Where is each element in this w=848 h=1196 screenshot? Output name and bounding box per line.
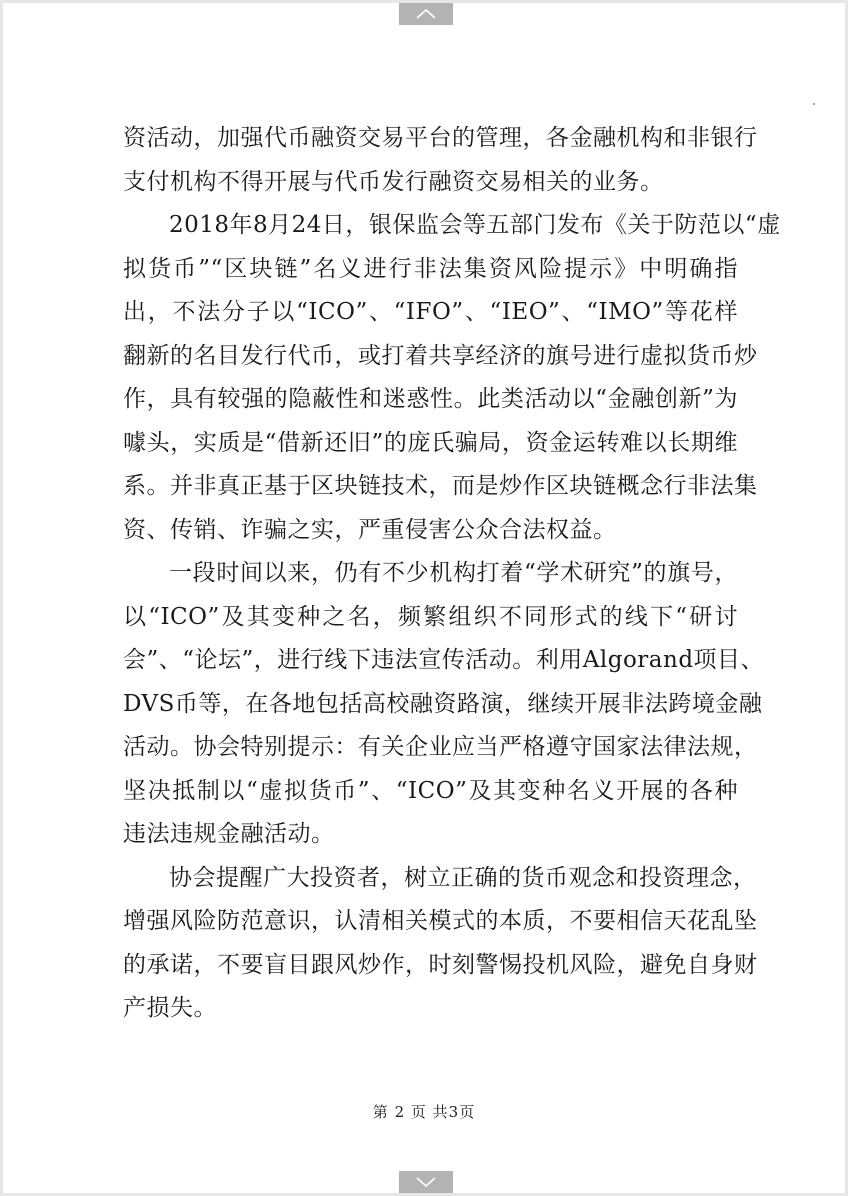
paragraph <box>123 552 765 857</box>
text-line: 违法违规金融活动。 <box>123 821 335 847</box>
text-line: 拟货币”“区块链”名义进行非法集资风险提示》中明确指 <box>123 255 738 282</box>
chevron-down-icon <box>415 1176 437 1188</box>
text-line: 协会提醒广大投资者，树立正确的货币观念和投资理念， <box>169 864 757 891</box>
chevron-up-icon <box>415 8 437 20</box>
page-number-footer: 第 2 页 共3页 <box>372 1103 476 1121</box>
document-page <box>3 3 845 1193</box>
next-page-button[interactable] <box>399 1171 453 1193</box>
text-line: 活动。协会特别提示：有关企业应当严格遵守国家法律法规， <box>123 734 758 760</box>
text-line: 出，不法分子以“ICO”、“IFO”、“IEO”、“IMO”等花样 <box>123 299 738 325</box>
text-line: 一段时间以来，仍有不少机构打着“学术研究”的旗号， <box>169 560 738 586</box>
text-line: 2018年8月24日，银保监会等五部门发布《关于防范以“虚 <box>169 212 781 238</box>
text-line: 资活动，加强代币融资交易平台的管理，各金融机构和非银行 <box>123 125 758 151</box>
text-line: 支付机构不得开展与代币发行融资交易相关的业务。 <box>123 168 664 195</box>
text-line: 坚决抵制以“虚拟货币”、“ICO”及其变种名义开展的各种 <box>123 777 738 804</box>
text-line: DVS币等，在各地包括高校融资路演，继续开展非法跨境金融 <box>123 690 763 717</box>
paragraph <box>123 117 758 204</box>
paragraph <box>123 857 758 1031</box>
text-line: 会”、“论坛”，进行线下违法宣传活动。利用Algorand项目、 <box>123 647 765 673</box>
text-line: 作，具有较强的隐蔽性和迷惑性。此类活动以“金融创新”为 <box>123 386 738 412</box>
text-line: 的承诺，不要盲目跟风炒作，时刻警惕投机风险，避免自身财 <box>123 951 758 978</box>
text-line: 以“ICO”及其变种之名，频繁组织不同形式的线下“研讨 <box>123 603 738 630</box>
text-line: 噱头，实质是“借新还旧”的庞氏骗局，资金运转难以长期维 <box>123 429 738 456</box>
document-body <box>123 117 781 1031</box>
previous-page-button[interactable] <box>399 3 453 25</box>
text-line: 增强风险防范意识，认清相关模式的本质，不要相信天花乱坠 <box>123 908 758 934</box>
text-line: 系。并非真正基于区块链技术，而是炒作区块链概念行非法集 <box>123 473 758 499</box>
text-line: 资、传销、诈骗之实，严重侵害公众合法权益。 <box>123 516 617 543</box>
paragraph <box>123 204 781 552</box>
text-line: 产损失。 <box>123 995 217 1021</box>
text-line: 翻新的名目发行代币，或打着共享经济的旗号进行虚拟货币炒 <box>123 342 758 369</box>
scan-speck <box>813 103 815 105</box>
